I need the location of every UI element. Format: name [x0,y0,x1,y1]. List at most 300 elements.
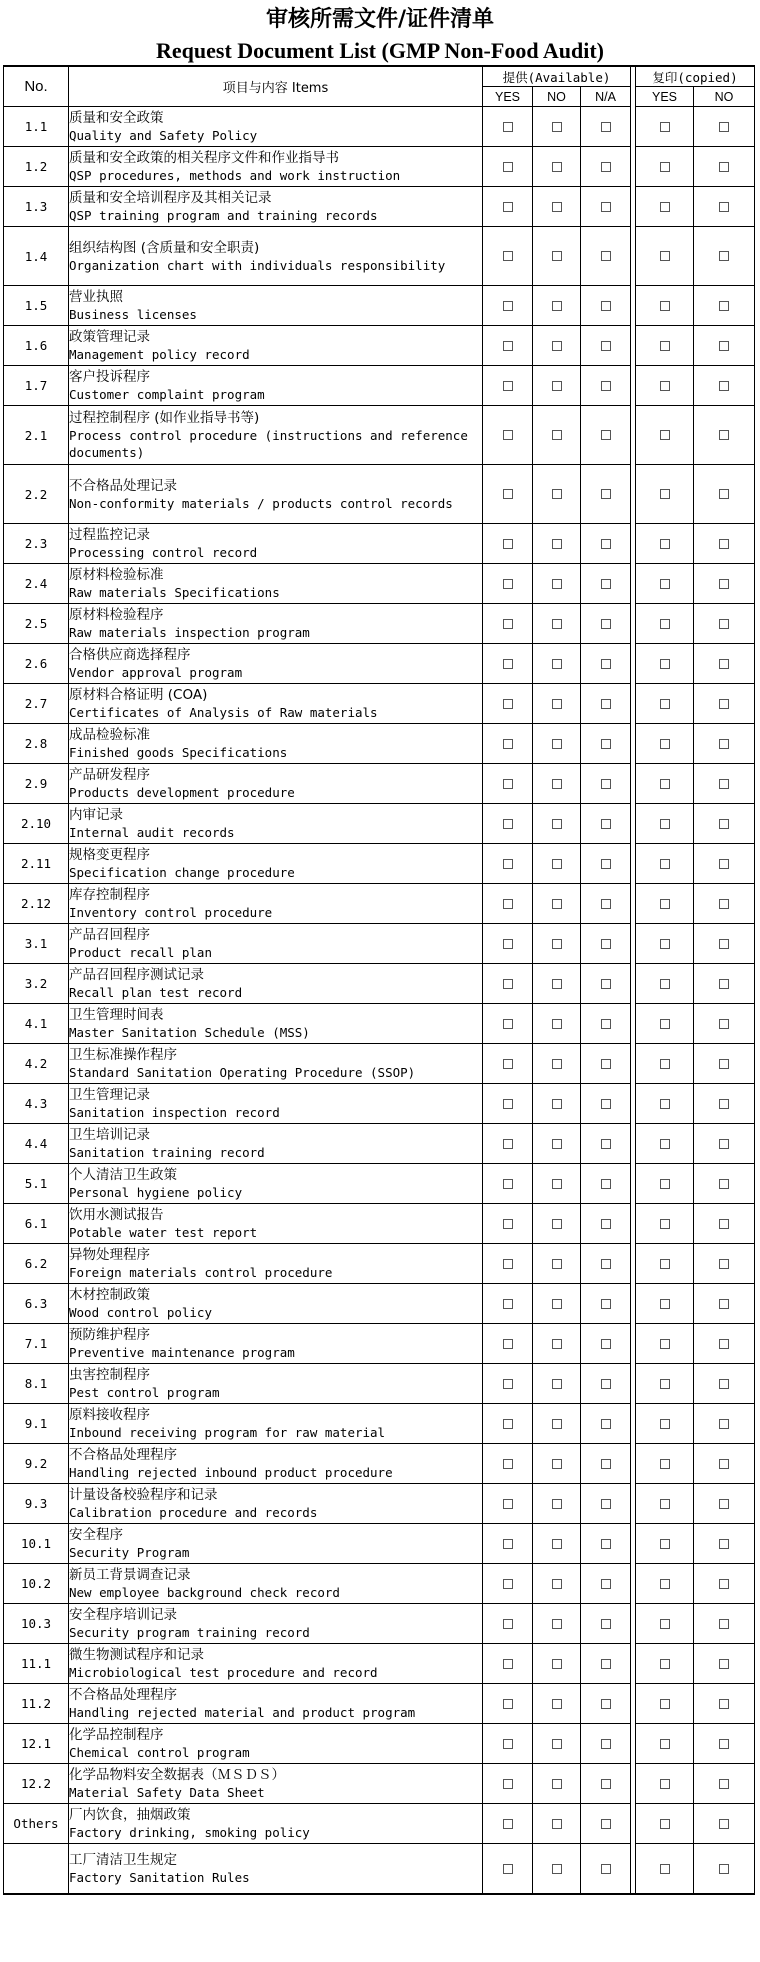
copied-yes-cell [636,107,694,147]
available-yes-checkbox[interactable] [503,251,513,261]
available-na-checkbox[interactable] [601,1179,611,1189]
copied-no-checkbox[interactable] [719,1499,729,1509]
copied-no-checkbox[interactable] [719,1864,729,1874]
copied-yes-checkbox[interactable] [660,341,670,351]
available-no-checkbox[interactable] [552,430,562,440]
available-yes-checkbox[interactable] [503,1299,513,1309]
header-row-top [4,66,755,87]
available-yes-cell [483,684,533,724]
available-no-checkbox[interactable] [552,251,562,261]
available-yes-checkbox[interactable] [503,619,513,629]
copied-yes-checkbox[interactable] [660,1864,670,1874]
available-na-checkbox[interactable] [601,251,611,261]
available-yes-checkbox[interactable] [503,202,513,212]
copied-yes-cell [636,286,694,326]
copied-yes-checkbox[interactable] [660,301,670,311]
available-yes-checkbox[interactable] [503,430,513,440]
item-title-chinese: 成品检验标准 [69,727,150,743]
copied-no-checkbox[interactable] [719,1819,729,1829]
available-yes-checkbox[interactable] [503,1579,513,1589]
copied-yes-checkbox[interactable] [660,122,670,132]
copied-no-cell [694,1404,755,1444]
copied-no-checkbox[interactable] [719,1139,729,1149]
copied-no-checkbox[interactable] [719,1459,729,1469]
available-yes-cell [483,1324,533,1364]
available-na-cell [581,1244,631,1284]
available-yes-checkbox[interactable] [503,779,513,789]
available-na-checkbox[interactable] [601,1619,611,1629]
available-yes-checkbox[interactable] [503,1259,513,1269]
available-na-checkbox[interactable] [601,619,611,629]
available-no-checkbox[interactable] [552,1259,562,1269]
item-description [69,1404,483,1444]
available-no-checkbox[interactable] [552,1099,562,1109]
item-description [69,524,483,564]
available-no-checkbox[interactable] [552,699,562,709]
available-yes-checkbox[interactable] [503,1739,513,1749]
copied-yes-checkbox[interactable] [660,1059,670,1069]
copied-yes-checkbox[interactable] [660,899,670,909]
copied-yes-checkbox[interactable] [660,1099,670,1109]
available-na-checkbox[interactable] [601,1864,611,1874]
available-na-cell [581,107,631,147]
item-title-english: QSP procedures, methods and work instruction [69,168,401,183]
copied-no-checkbox[interactable] [719,819,729,829]
available-na-checkbox[interactable] [601,1139,611,1149]
item-title-english: Sanitation training record [69,1145,265,1160]
available-no-cell [533,1284,581,1324]
available-no-cell [533,1804,581,1844]
available-no-checkbox[interactable] [552,1499,562,1509]
available-na-cell [581,644,631,684]
available-yes-checkbox[interactable] [503,1539,513,1549]
available-na-cell [581,1804,631,1844]
copied-no-cell [694,1124,755,1164]
copied-no-checkbox[interactable] [719,381,729,391]
available-yes-cell [483,884,533,924]
copied-no-checkbox[interactable] [719,301,729,311]
available-na-cell [581,1444,631,1484]
copied-no-cell [694,366,755,406]
item-description [69,465,483,524]
available-no-checkbox[interactable] [552,1819,562,1829]
copied-no-checkbox[interactable] [719,979,729,989]
item-title-chinese: 质量和安全政策 [69,110,164,126]
available-na-checkbox[interactable] [601,1259,611,1269]
item-title-english: Inventory control procedure [69,905,273,920]
copied-no-checkbox[interactable] [719,1099,729,1109]
available-na-checkbox[interactable] [601,489,611,499]
copied-no-checkbox[interactable] [719,1699,729,1709]
available-yes-checkbox[interactable] [503,859,513,869]
copied-no-checkbox[interactable] [719,162,729,172]
available-na-checkbox[interactable] [601,202,611,212]
available-no-checkbox[interactable] [552,301,562,311]
item-title-english: Process control procedure (instructions and reference documents) [69,428,468,460]
available-yes-cell [483,1364,533,1404]
available-no-checkbox[interactable] [552,1139,562,1149]
available-yes-checkbox[interactable] [503,1179,513,1189]
available-yes-checkbox[interactable] [503,341,513,351]
available-yes-checkbox[interactable] [503,1219,513,1229]
table-row [4,326,755,366]
available-no-cell [533,644,581,684]
item-title-english: Sanitation inspection record [69,1105,280,1120]
copied-yes-cell [636,187,694,227]
available-yes-checkbox[interactable] [503,381,513,391]
available-no-checkbox[interactable] [552,1779,562,1789]
available-no-checkbox[interactable] [552,1459,562,1469]
available-na-checkbox[interactable] [601,979,611,989]
item-number: 12.1 [4,1724,69,1764]
copied-no-checkbox[interactable] [719,1539,729,1549]
copied-yes-checkbox[interactable] [660,162,670,172]
item-title-chinese: 个人清洁卫生政策 [69,1167,177,1183]
available-yes-checkbox[interactable] [503,659,513,669]
available-na-checkbox[interactable] [601,381,611,391]
copied-yes-checkbox[interactable] [660,1739,670,1749]
copied-no-cell [694,1324,755,1364]
item-title-english: Non-conformity materials / products control records [69,495,453,511]
available-na-checkbox[interactable] [601,779,611,789]
copied-no-checkbox[interactable] [719,1339,729,1349]
available-na-checkbox[interactable] [601,430,611,440]
copied-no-cell [694,1284,755,1324]
available-na-checkbox[interactable] [601,341,611,351]
available-yes-checkbox[interactable] [503,1619,513,1629]
available-na-checkbox[interactable] [601,1579,611,1589]
available-na-checkbox[interactable] [601,659,611,669]
available-na-checkbox[interactable] [601,1019,611,1029]
available-na-checkbox[interactable] [601,1499,611,1509]
copied-yes-checkbox[interactable] [660,1299,670,1309]
available-no-checkbox[interactable] [552,1419,562,1429]
available-no-checkbox[interactable] [552,1339,562,1349]
copied-yes-checkbox[interactable] [660,1699,670,1709]
item-number: 4.1 [4,1004,69,1044]
item-number: 6.2 [4,1244,69,1284]
available-na-checkbox[interactable] [601,1419,611,1429]
item-description [69,187,483,227]
available-no-cell [533,1524,581,1564]
available-na-checkbox[interactable] [601,819,611,829]
copied-no-checkbox[interactable] [719,202,729,212]
copied-yes-checkbox[interactable] [660,859,670,869]
available-yes-checkbox[interactable] [503,489,513,499]
available-yes-checkbox[interactable] [503,579,513,589]
copied-no-checkbox[interactable] [719,939,729,949]
copied-yes-checkbox[interactable] [660,619,670,629]
table-row [4,724,755,764]
available-no-cell [533,1604,581,1644]
available-yes-checkbox[interactable] [503,1059,513,1069]
copied-yes-checkbox[interactable] [660,1339,670,1349]
item-title-chinese: 政策管理记录 [69,329,150,345]
available-na-checkbox[interactable] [601,579,611,589]
copied-no-checkbox[interactable] [719,1299,729,1309]
copied-no-checkbox[interactable] [719,122,729,132]
available-no-checkbox[interactable] [552,979,562,989]
available-na-checkbox[interactable] [601,1739,611,1749]
copied-yes-checkbox[interactable] [660,1819,670,1829]
item-title-english: Organization chart with individuals responsibility [69,257,446,273]
copied-no-checkbox[interactable] [719,1579,729,1589]
copied-yes-checkbox[interactable] [660,1659,670,1669]
copied-no-cell [694,724,755,764]
available-yes-checkbox[interactable] [503,1099,513,1109]
available-na-checkbox[interactable] [601,1539,611,1549]
available-yes-checkbox[interactable] [503,739,513,749]
copied-no-checkbox[interactable] [719,1259,729,1269]
copied-yes-checkbox[interactable] [660,1139,670,1149]
copied-no-checkbox[interactable] [719,579,729,589]
available-no-checkbox[interactable] [552,539,562,549]
available-no-checkbox[interactable] [552,341,562,351]
copied-yes-cell [636,1644,694,1684]
available-no-cell [533,465,581,524]
copied-yes-cell [636,1564,694,1604]
available-yes-checkbox[interactable] [503,1699,513,1709]
available-yes-checkbox[interactable] [503,819,513,829]
copied-yes-checkbox[interactable] [660,1619,670,1629]
copied-yes-checkbox[interactable] [660,739,670,749]
available-na-checkbox[interactable] [601,1459,611,1469]
available-yes-checkbox[interactable] [503,1419,513,1429]
available-no-checkbox[interactable] [552,1619,562,1629]
copied-no-cell [694,1444,755,1484]
available-yes-checkbox[interactable] [503,1864,513,1874]
available-yes-checkbox[interactable] [503,1819,513,1829]
copied-no-checkbox[interactable] [719,1659,729,1669]
copied-no-checkbox[interactable] [719,739,729,749]
available-yes-checkbox[interactable] [503,1459,513,1469]
available-no-checkbox[interactable] [552,1219,562,1229]
copied-yes-checkbox[interactable] [660,579,670,589]
copied-no-cell [694,604,755,644]
available-no-checkbox[interactable] [552,1019,562,1029]
available-na-checkbox[interactable] [601,1219,611,1229]
table-row [4,684,755,724]
item-number: 1.1 [4,107,69,147]
available-yes-checkbox[interactable] [503,1779,513,1789]
available-no-cell [533,1044,581,1084]
available-na-checkbox[interactable] [601,1779,611,1789]
available-yes-cell [483,1484,533,1524]
available-no-checkbox[interactable] [552,899,562,909]
available-no-checkbox[interactable] [552,779,562,789]
available-yes-checkbox[interactable] [503,122,513,132]
available-no-checkbox[interactable] [552,162,562,172]
available-no-checkbox[interactable] [552,819,562,829]
available-no-checkbox[interactable] [552,739,562,749]
available-no-checkbox[interactable] [552,859,562,869]
available-na-checkbox[interactable] [601,1099,611,1109]
available-yes-checkbox[interactable] [503,1139,513,1149]
copied-yes-checkbox[interactable] [660,539,670,549]
available-yes-checkbox[interactable] [503,699,513,709]
copied-yes-checkbox[interactable] [660,1459,670,1469]
item-number: 8.1 [4,1364,69,1404]
copied-yes-checkbox[interactable] [660,251,670,261]
table-row [4,107,755,147]
item-title-chinese: 不合格品处理程序 [69,1687,177,1703]
copied-no-checkbox[interactable] [719,430,729,440]
copied-no-checkbox[interactable] [719,859,729,869]
copied-yes-checkbox[interactable] [660,1539,670,1549]
copied-yes-checkbox[interactable] [660,1419,670,1429]
copied-yes-checkbox[interactable] [660,1219,670,1229]
item-title-chinese: 内审记录 [69,807,123,823]
item-number [4,1844,69,1895]
copied-no-checkbox[interactable] [719,1219,729,1229]
available-yes-checkbox[interactable] [503,162,513,172]
available-na-checkbox[interactable] [601,1379,611,1389]
available-yes-checkbox[interactable] [503,1659,513,1669]
available-yes-checkbox[interactable] [503,1019,513,1029]
available-na-checkbox[interactable] [601,122,611,132]
copied-no-cell [694,564,755,604]
copied-no-checkbox[interactable] [719,1379,729,1389]
item-number: 3.1 [4,924,69,964]
available-na-checkbox[interactable] [601,899,611,909]
item-number: 10.2 [4,1564,69,1604]
item-number: 4.3 [4,1084,69,1124]
available-no-checkbox[interactable] [552,122,562,132]
copied-yes-checkbox[interactable] [660,1579,670,1589]
available-yes-checkbox[interactable] [503,899,513,909]
item-description [69,684,483,724]
table-row [4,764,755,804]
available-no-checkbox[interactable] [552,381,562,391]
available-no-checkbox[interactable] [552,489,562,499]
copied-no-checkbox[interactable] [719,1059,729,1069]
available-no-checkbox[interactable] [552,1864,562,1874]
available-no-checkbox[interactable] [552,1539,562,1549]
item-number: 4.4 [4,1124,69,1164]
copied-yes-cell [636,1804,694,1844]
copied-yes-cell [636,724,694,764]
available-no-checkbox[interactable] [552,1379,562,1389]
copied-yes-checkbox[interactable] [660,381,670,391]
copied-yes-checkbox[interactable] [660,939,670,949]
available-no-checkbox[interactable] [552,619,562,629]
item-title-chinese: 原料接收程序 [69,1407,150,1423]
copied-no-checkbox[interactable] [719,659,729,669]
available-na-checkbox[interactable] [601,301,611,311]
copied-no-checkbox[interactable] [719,1019,729,1029]
copied-yes-checkbox[interactable] [660,1499,670,1509]
table-row [4,884,755,924]
copied-yes-cell [636,1324,694,1364]
copied-no-checkbox[interactable] [719,899,729,909]
copied-no-checkbox[interactable] [719,539,729,549]
available-no-cell [533,1444,581,1484]
copied-no-checkbox[interactable] [719,1419,729,1429]
available-no-cell [533,1844,581,1895]
copied-yes-checkbox[interactable] [660,699,670,709]
copied-yes-checkbox[interactable] [660,659,670,669]
available-yes-checkbox[interactable] [503,1379,513,1389]
copied-no-checkbox[interactable] [719,251,729,261]
item-number: 2.6 [4,644,69,684]
copied-no-checkbox[interactable] [719,779,729,789]
available-no-checkbox[interactable] [552,202,562,212]
item-description [69,1684,483,1724]
copied-yes-checkbox[interactable] [660,489,670,499]
available-yes-checkbox[interactable] [503,301,513,311]
available-na-checkbox[interactable] [601,162,611,172]
available-na-checkbox[interactable] [601,1699,611,1709]
copied-no-checkbox[interactable] [719,1179,729,1189]
available-na-cell [581,187,631,227]
copied-no-checkbox[interactable] [719,1739,729,1749]
available-na-checkbox[interactable] [601,859,611,869]
available-na-checkbox[interactable] [601,1659,611,1669]
available-na-checkbox[interactable] [601,539,611,549]
table-row [4,147,755,187]
copied-no-checkbox[interactable] [719,1779,729,1789]
available-na-checkbox[interactable] [601,739,611,749]
available-no-checkbox[interactable] [552,1699,562,1709]
item-title-chinese: 卫生管理时间表 [69,1007,164,1023]
copied-no-checkbox[interactable] [719,619,729,629]
available-no-checkbox[interactable] [552,1579,562,1589]
copied-no-checkbox[interactable] [719,699,729,709]
copied-yes-checkbox[interactable] [660,779,670,789]
copied-yes-checkbox[interactable] [660,1379,670,1389]
available-yes-checkbox[interactable] [503,1339,513,1349]
available-yes-checkbox[interactable] [503,539,513,549]
available-no-checkbox[interactable] [552,1059,562,1069]
available-na-checkbox[interactable] [601,1339,611,1349]
copied-yes-checkbox[interactable] [660,819,670,829]
available-no-checkbox[interactable] [552,659,562,669]
copied-no-checkbox[interactable] [719,341,729,351]
available-na-checkbox[interactable] [601,939,611,949]
available-yes-checkbox[interactable] [503,979,513,989]
copied-yes-checkbox[interactable] [660,1019,670,1029]
copied-yes-checkbox[interactable] [660,1259,670,1269]
table-row [4,366,755,406]
copied-yes-checkbox[interactable] [660,1779,670,1789]
available-no-checkbox[interactable] [552,1179,562,1189]
available-no-checkbox[interactable] [552,939,562,949]
available-yes-checkbox[interactable] [503,939,513,949]
available-na-checkbox[interactable] [601,1299,611,1309]
item-description [69,227,483,286]
available-na-checkbox[interactable] [601,1059,611,1069]
copied-yes-checkbox[interactable] [660,202,670,212]
copied-yes-cell [636,326,694,366]
available-na-checkbox[interactable] [601,1819,611,1829]
available-no-checkbox[interactable] [552,1739,562,1749]
item-title-chinese: 卫生管理记录 [69,1087,150,1103]
item-description [69,1044,483,1084]
available-no-checkbox[interactable] [552,1659,562,1669]
copied-no-checkbox[interactable] [719,1619,729,1629]
available-yes-checkbox[interactable] [503,1499,513,1509]
available-no-checkbox[interactable] [552,1299,562,1309]
copied-no-cell [694,465,755,524]
copied-yes-checkbox[interactable] [660,979,670,989]
copied-yes-checkbox[interactable] [660,430,670,440]
table-row [4,1564,755,1604]
available-no-checkbox[interactable] [552,579,562,589]
available-na-checkbox[interactable] [601,699,611,709]
available-yes-cell [483,187,533,227]
copied-yes-checkbox[interactable] [660,1179,670,1189]
copied-no-checkbox[interactable] [719,489,729,499]
